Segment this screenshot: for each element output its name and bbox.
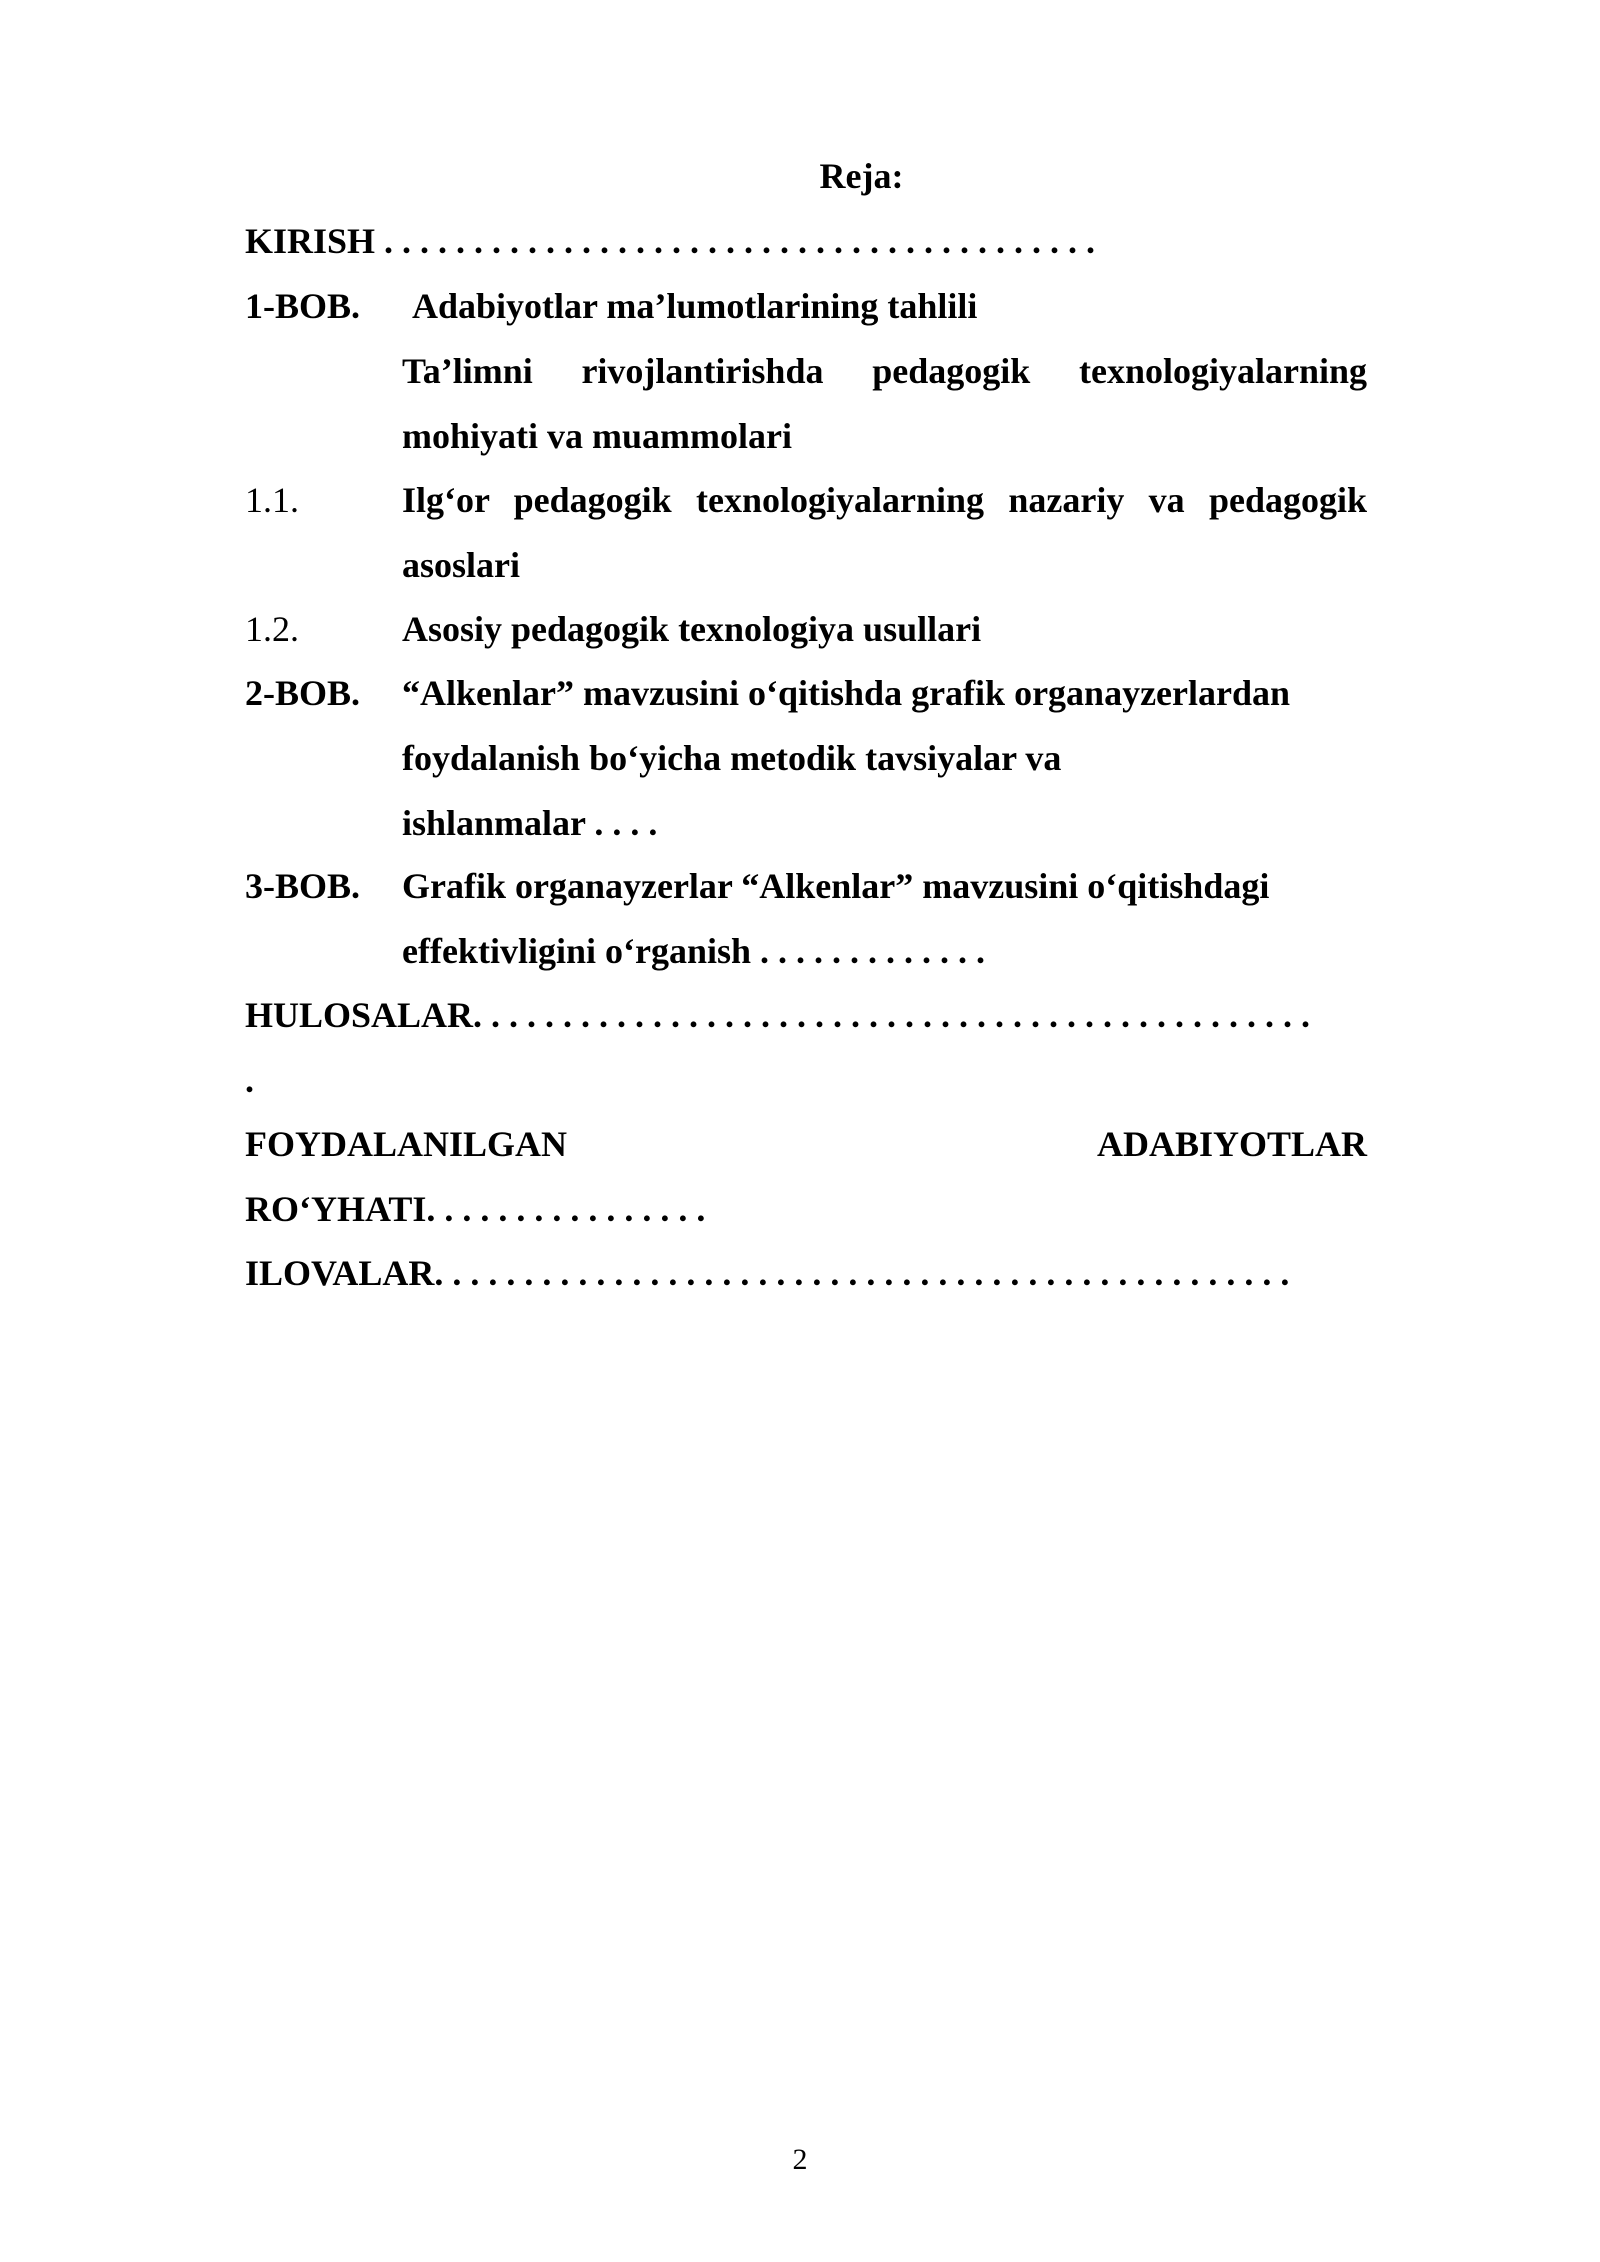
toc-entry-adabiyotlar-left: FOYDALANILGAN: [245, 1124, 568, 1164]
toc-entry-adabiyotlar-right: ADABIYOTLAR: [1096, 1124, 1367, 1164]
page-title: Reja:: [819, 156, 904, 196]
toc-entry-hulosalar: HULOSALAR. . . . . . . . . . . . . . . . . . . . . . . . . . . . . . . . . . . . . . . . . . . . . . .: [245, 995, 1311, 1035]
toc-entry-bob3-line1: Grafik organayzerlar “Alkenlar” mavzusini o‘qitishdagi: [402, 866, 1270, 906]
toc-number-1-2: 1.2.: [245, 609, 299, 649]
toc-number-bob2: 2-BOB.: [245, 673, 361, 713]
toc-entry-bob3-line2: effektivligini o‘rganish . . . . . . . . . . . . .: [402, 931, 985, 971]
toc-entry-1-2: Asosiy pedagogik texnologiya usullari: [402, 609, 982, 649]
toc-entry-kirish: KIRISH . . . . . . . . . . . . . . . . . . . . . . . . . . . . . . . . . . . . . . . .: [245, 221, 1096, 261]
toc-entry-hulosalar-continuation: .: [245, 1060, 254, 1100]
toc-entry-ilovalar: ILOVALAR. . . . . . . . . . . . . . . . . . . . . . . . . . . . . . . . . . . . . . . . . . . . . . . .: [245, 1253, 1290, 1293]
toc-title-bob1: Adabiyotlar ma’lumotlarining tahlili: [412, 286, 978, 326]
toc-number-bob1: 1-BOB.: [245, 286, 361, 326]
toc-subtitle-bob1-line2: mohiyati va muammolari: [402, 416, 792, 456]
toc-entry-bob2-line1: “Alkenlar” mavzusini o‘qitishda grafik organayzerlardan: [402, 673, 1291, 713]
toc-number-1-1: 1.1.: [245, 480, 299, 520]
toc-entry-bob2-line3: ishlanmalar . . . .: [402, 803, 658, 843]
toc-entry-1-1-line1: Ilg‘or pedagogik texnologiyalarning nazariy va pedagogik: [402, 480, 1367, 520]
toc-number-bob3: 3-BOB.: [245, 866, 361, 906]
toc-entry-adabiyotlar-line2: RO‘YHATI. . . . . . . . . . . . . . . .: [245, 1189, 706, 1229]
page-number: 2: [792, 2143, 808, 2176]
toc-entry-bob2-line2: foydalanish bo‘yicha metodik tavsiyalar va: [402, 738, 1062, 778]
toc-subtitle-bob1-line1: Ta’limni rivojlantirishda pedagogik texnologiyalarning: [402, 351, 1367, 391]
toc-entry-1-1-line2: asoslari: [402, 545, 521, 585]
